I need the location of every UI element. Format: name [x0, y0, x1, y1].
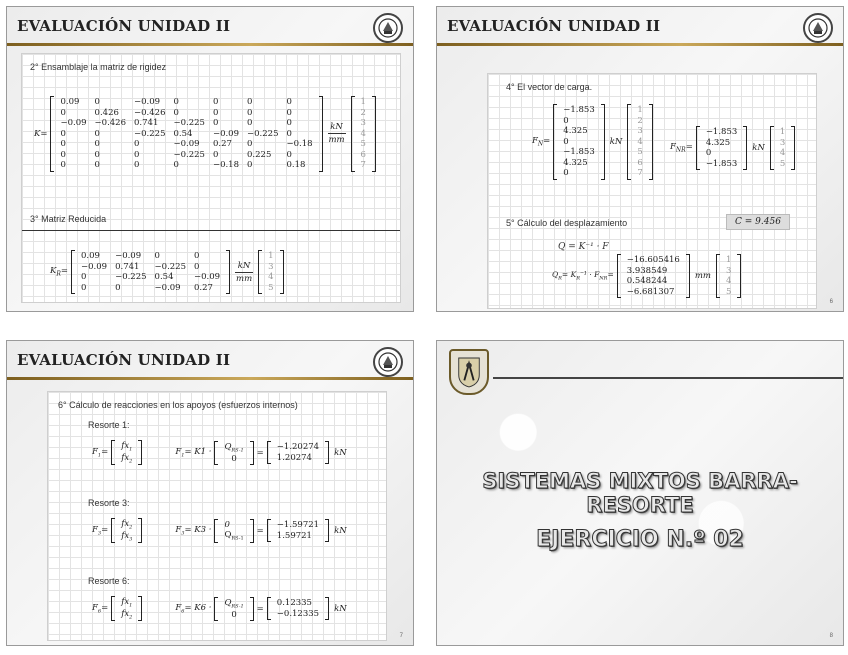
fnr-vector-cell: −1.853: [705, 127, 738, 138]
kr-matrix-cell: −0.225: [154, 261, 187, 272]
page-number: 8: [829, 633, 833, 639]
qr-index-cell: 5: [725, 286, 732, 297]
fn-vector-row: [559, 137, 598, 148]
fnr-vector-cell: 4.325: [705, 137, 731, 148]
fn-vector-cell: 0: [563, 168, 569, 179]
k-index-row: [357, 108, 370, 119]
resorte-equation: $F_3=$ $fx_2$ $fx_3$ $F_3= K3$ · 0 $Q_{RS-1}$ = −1.59721 1.59721 kN: [92, 519, 347, 543]
qr-vector-cell: 3.938549: [626, 265, 668, 276]
section-heading: SISTEMAS MIXTOS BARRA- RESORTE: [482, 469, 798, 517]
kr-matrix-row: [77, 251, 224, 262]
k-matrix-row: [56, 129, 316, 140]
force-components: $fx_1$ $fx_2$: [112, 440, 141, 465]
k-matrix-cell: 0.09: [60, 97, 80, 108]
slide-1[interactable]: [6, 6, 414, 312]
fn-index-cell: 3: [637, 126, 643, 137]
resorte-label: Resorte 1:: [88, 420, 130, 430]
load-vector-fnr: $F_{NR}=$ −1.853 4.325 0 −1.853 kN 1 3 4 5: [666, 126, 794, 170]
k-index-cell: 2: [360, 107, 366, 118]
k-matrix-cell: 0: [247, 107, 253, 118]
fnr-index-cell: 5: [779, 158, 786, 169]
unit-kn-mm: kN mm: [328, 122, 345, 146]
stiffness-matrix-k: [30, 96, 375, 172]
k-matrix-cell: 0: [60, 149, 66, 160]
university-logo: [803, 13, 833, 43]
step-4-label: 4° El vector de carga.: [506, 82, 593, 92]
slide-title: EVALUACIÓN UNIDAD II: [17, 351, 231, 369]
k-index-cell: 7: [360, 160, 366, 171]
resorte-equation: $F_6=$ $fx_1$ $fx_2$ $F_6= K6$ · $Q_{RS-1}$ 0 = 0.12335 −0.12335 kN: [92, 597, 347, 621]
k-matrix-cell: 0: [286, 128, 292, 139]
k-matrix-row: [56, 160, 316, 171]
step-6-label: 6° Cálculo de reacciones en los apoyos (esfuerzos internos): [58, 400, 298, 410]
kr-matrix-cell: 0.09: [81, 251, 100, 262]
fn-index-row: [633, 105, 646, 116]
qr-vector-row: [623, 276, 684, 287]
kr-index-row: [264, 272, 277, 283]
load-vector-fn: $F_N=$ −1.853 0 4.325 0 −1.853 4.325 0 kN 1 2 3 4 5 6 7: [528, 104, 652, 180]
fn-vector-cell: −1.853: [563, 105, 595, 116]
k-matrix-cell: 0.54: [173, 128, 193, 139]
qr-vector-row: [623, 266, 684, 277]
k-index-cell: 3: [360, 118, 366, 129]
unit-kn-mm-2: kN mm: [236, 260, 253, 284]
k-matrix-row: [56, 139, 316, 150]
k-matrix-row: [56, 150, 316, 161]
k-matrix-row: [56, 118, 316, 129]
reduced-matrix-kr: [46, 250, 283, 294]
fn-index-cell: 7: [637, 168, 643, 179]
fn-vector-row: [559, 168, 598, 179]
k-matrix-cell: −0.225: [173, 149, 205, 160]
qr-vector-row: [623, 255, 684, 266]
qr-index-row: [722, 255, 735, 266]
k-matrix-cell: −0.09: [173, 139, 200, 150]
q-equation: Q = K⁻¹ · F: [558, 242, 609, 252]
k-index-cell: 4: [360, 128, 366, 139]
fnr-vector-cell: −1.853: [705, 158, 738, 169]
k-matrix-cell: 0: [212, 97, 219, 108]
qr-index-cell: 3: [725, 265, 732, 276]
fn-index-cell: 5: [637, 147, 643, 158]
unit-kn-2: kN: [752, 143, 765, 153]
exercise-heading: EJERCICIO N.º 02: [536, 527, 744, 552]
k-matrix-cell: 0: [173, 160, 179, 171]
page-number: 7: [399, 633, 403, 639]
fn-vector-cell: 0: [563, 115, 569, 126]
university-crest: [449, 349, 489, 395]
result-vector: −1.20274 1.20274: [268, 441, 328, 464]
force-equation: $F_3= K3$ ·: [175, 524, 212, 537]
fn-index-row: [633, 147, 646, 158]
unit-mm: mm: [694, 271, 711, 281]
k-matrix-cell: 0: [173, 107, 179, 118]
resorte-label: Resorte 3:: [88, 498, 130, 508]
fnr-index-cell: 4: [779, 148, 786, 159]
kr-matrix-row: [77, 262, 224, 273]
kr-matrix-cell: 0: [81, 272, 87, 283]
fn-vector-row: [559, 147, 598, 158]
title-underline: [437, 43, 843, 46]
k-matrix-cell: 0: [94, 128, 100, 139]
k-matrix-cell: 0: [134, 149, 140, 160]
vector-fn-indices: [628, 104, 651, 180]
content-panel: [21, 53, 401, 303]
qr-vector-cell: −16.605416: [626, 255, 680, 266]
k-matrix-cell: −0.426: [94, 118, 127, 129]
kr-matrix-cell: −0.09: [81, 261, 108, 272]
vector-qr-indices: [717, 254, 740, 298]
kr-matrix-cell: −0.225: [115, 272, 147, 283]
kr-matrix-cell: −0.09: [115, 251, 142, 262]
fn-index-row: [633, 116, 646, 127]
fn-index-cell: 2: [637, 115, 643, 126]
k-matrix-cell: 0: [94, 149, 100, 160]
fnr-vector-row: [702, 159, 741, 170]
step-5-label: 5° Cálculo del desplazamiento: [506, 218, 628, 228]
result-vector: 0.12335 −0.12335: [268, 597, 328, 620]
displacement-vector: $Q_{RS-1}$ 0: [215, 441, 252, 465]
kr-index-row: [264, 262, 277, 273]
fnr-index-row: [776, 148, 789, 159]
k-index-cell: 1: [360, 97, 366, 108]
qr-index-row: [722, 287, 735, 298]
kr-matrix-row: [77, 272, 224, 283]
content-panel: [487, 73, 817, 309]
k-index-row: [357, 129, 370, 140]
kr-symbol: $K_R=$: [50, 266, 69, 278]
c-value-box: C = 9.456: [726, 214, 790, 230]
k-matrix-cell: 0.426: [94, 107, 119, 118]
fn-vector-cell: 4.325: [563, 157, 588, 168]
k-matrix-cell: 0: [94, 139, 100, 150]
fnr-index-row: [776, 159, 789, 170]
fn-vector-row: [559, 116, 598, 127]
force-components: $fx_2$ $fx_3$: [112, 518, 141, 543]
unit-kn: kN: [334, 525, 347, 536]
kr-matrix-cell: 0: [81, 282, 87, 293]
k-matrix-cell: −0.09: [212, 128, 240, 139]
vector-qr-body: [618, 254, 689, 298]
slide-2[interactable]: [436, 6, 844, 312]
k-matrix-cell: 0: [247, 139, 253, 150]
fnr-index-cell: 1: [779, 127, 786, 138]
kr-matrix-cell: −0.09: [154, 282, 181, 293]
k-matrix-cell: −0.225: [173, 118, 205, 129]
k-matrix-cell: 0: [173, 97, 179, 108]
fn-index-cell: 4: [637, 136, 643, 147]
k-matrix-row: [56, 108, 316, 119]
kr-index-cell: 1: [268, 251, 274, 262]
force-equation: $F_1= K1$ ·: [175, 446, 212, 459]
kr-index-row: [264, 283, 277, 294]
matrix-k-body: [51, 96, 321, 172]
fn-index-row: [633, 158, 646, 169]
fn-index-cell: 6: [637, 157, 643, 168]
k-matrix-cell: −0.09: [60, 118, 87, 129]
fnr-vector-row: [702, 127, 741, 138]
k-matrix-row: [56, 97, 316, 108]
fnr-index-row: [776, 127, 789, 138]
k-matrix-cell: −0.426: [134, 107, 166, 118]
k-index-cell: 5: [360, 139, 366, 150]
kr-index-row: [264, 251, 277, 262]
kr-matrix-cell: 0: [154, 251, 160, 262]
university-logo: [373, 347, 403, 377]
k-matrix-cell: 0: [247, 118, 253, 129]
k-matrix-cell: 0: [247, 160, 253, 171]
k-matrix-cell: 0: [94, 97, 100, 108]
k-matrix-cell: 0: [247, 97, 253, 108]
fn-index-row: [633, 168, 646, 179]
k-matrix-cell: 0: [212, 149, 219, 160]
kr-index-cell: 3: [268, 261, 274, 272]
k-matrix-cell: 0: [134, 160, 140, 171]
kr-matrix-cell: 0: [194, 261, 200, 272]
k-matrix-cell: 0.18: [286, 160, 306, 171]
fnr-vector-row: [702, 148, 741, 159]
k-matrix-cell: 0: [212, 118, 219, 129]
resorte-equation: $F_1=$ $fx_1$ $fx_2$ $F_1= K1$ · $Q_{RS-1}$ 0 = −1.20274 1.20274 kN: [92, 441, 347, 465]
qr-index-cell: 4: [725, 276, 732, 287]
divider-line: [22, 230, 400, 231]
force-components: $fx_1$ $fx_2$: [112, 596, 141, 621]
k-matrix-cell: 0.741: [134, 118, 159, 129]
fnr-vector-cell: 0: [705, 148, 712, 159]
k-matrix-cell: 0: [286, 107, 292, 118]
qr-index-row: [722, 266, 735, 277]
k-matrix-cell: −0.225: [247, 128, 279, 139]
k-matrix-cell: 0: [286, 97, 292, 108]
fn-index-row: [633, 137, 646, 148]
vector-fnr-body: [697, 126, 746, 170]
vector-fn-body: [554, 104, 603, 180]
slide-title: EVALUACIÓN UNIDAD II: [447, 17, 661, 35]
kr-matrix-cell: 0.27: [194, 282, 213, 293]
title-underline: [7, 43, 413, 46]
kr-matrix-cell: 0: [115, 282, 121, 293]
force-symbol: $F_6=$: [92, 602, 109, 615]
fnr-vector-row: [702, 138, 741, 149]
k-matrix-cell: 0: [60, 139, 66, 150]
fn-vector-cell: 4.325: [563, 126, 588, 137]
k-symbol: K=: [34, 128, 48, 139]
k-matrix-cell: 0: [286, 118, 292, 129]
k-index-row: [357, 97, 370, 108]
force-symbol: $F_3=$: [92, 524, 109, 537]
step-2-label: 2° Ensamblaje la matriz de rigidez: [30, 62, 167, 72]
kr-matrix-cell: 0.54: [154, 272, 174, 283]
slide-title: EVALUACIÓN UNIDAD II: [17, 17, 231, 35]
qr-vector-cell: −6.681307: [626, 286, 675, 297]
k-matrix-cell: 0.225: [247, 149, 272, 160]
fn-vector-cell: 0: [563, 136, 569, 147]
slide-4[interactable]: [436, 340, 844, 646]
displacement-vector-qr: $Q_R= K_R^{-1} \cdot F_{NR}=$ −16.605416 3.938549 0.548244 −6.681307 mm 1 3 4 5: [548, 254, 740, 298]
fnr-index-row: [776, 138, 789, 149]
header-rule: [493, 377, 843, 379]
fn-vector-row: [559, 126, 598, 137]
fn-vector-row: [559, 105, 598, 116]
fn-index-cell: 1: [637, 105, 643, 116]
fnr-index-cell: 3: [779, 137, 786, 148]
unit-kn: kN: [334, 447, 347, 458]
k-index-row: [357, 150, 370, 161]
qr-vector-cell: 0.548244: [626, 276, 668, 287]
matrix-kr-indices: [259, 250, 282, 294]
fn-vector-cell: −1.853: [563, 147, 595, 158]
step-3-label: 3° Matriz Reducida: [30, 214, 107, 224]
force-equation: $F_6= K6$ ·: [175, 602, 212, 615]
fn-index-row: [633, 126, 646, 137]
k-matrix-cell: −0.18: [212, 160, 240, 171]
k-matrix-cell: 0: [60, 107, 66, 118]
kr-matrix-cell: −0.09: [194, 272, 221, 283]
displacement-vector: $Q_{RS-1}$ 0: [215, 597, 252, 621]
k-matrix-cell: −0.225: [134, 128, 166, 139]
k-index-cell: 6: [360, 149, 366, 160]
kr-index-cell: 4: [268, 272, 274, 283]
unit-kn: kN: [609, 136, 623, 147]
qr-index-cell: 1: [725, 255, 732, 266]
slide-3[interactable]: [6, 340, 414, 646]
k-matrix-cell: 0: [212, 107, 219, 118]
k-index-row: [357, 160, 370, 171]
kr-matrix-cell: 0: [194, 251, 200, 262]
content-panel: [47, 391, 387, 641]
k-matrix-cell: 0: [94, 160, 100, 171]
matrix-kr-body: [72, 250, 229, 294]
k-index-row: [357, 118, 370, 129]
k-matrix-cell: 0: [60, 128, 66, 139]
k-index-row: [357, 139, 370, 150]
vector-fnr-indices: [771, 126, 794, 170]
k-matrix-cell: −0.18: [286, 139, 313, 150]
k-matrix-cell: 0: [286, 149, 292, 160]
k-matrix-cell: 0: [60, 160, 66, 171]
k-matrix-cell: −0.09: [134, 97, 161, 108]
title-underline: [7, 377, 413, 380]
k-matrix-cell: 0.27: [212, 139, 232, 150]
k-matrix-cell: 0: [134, 139, 140, 150]
matrix-k-indices: [352, 96, 375, 172]
force-symbol: $F_1=$: [92, 446, 109, 459]
qr-vector-row: [623, 287, 684, 298]
kr-matrix-row: [77, 283, 224, 294]
displacement-vector: 0 $Q_{RS-1}$: [215, 519, 252, 543]
kr-matrix-cell: 0.741: [115, 261, 140, 272]
kr-index-cell: 5: [268, 282, 274, 293]
qr-index-row: [722, 276, 735, 287]
fn-vector-row: [559, 158, 598, 169]
university-logo: [373, 13, 403, 43]
result-vector: −1.59721 1.59721: [268, 519, 328, 542]
resorte-label: Resorte 6:: [88, 576, 130, 586]
unit-kn: kN: [334, 603, 347, 614]
page-number: 6: [829, 299, 833, 305]
